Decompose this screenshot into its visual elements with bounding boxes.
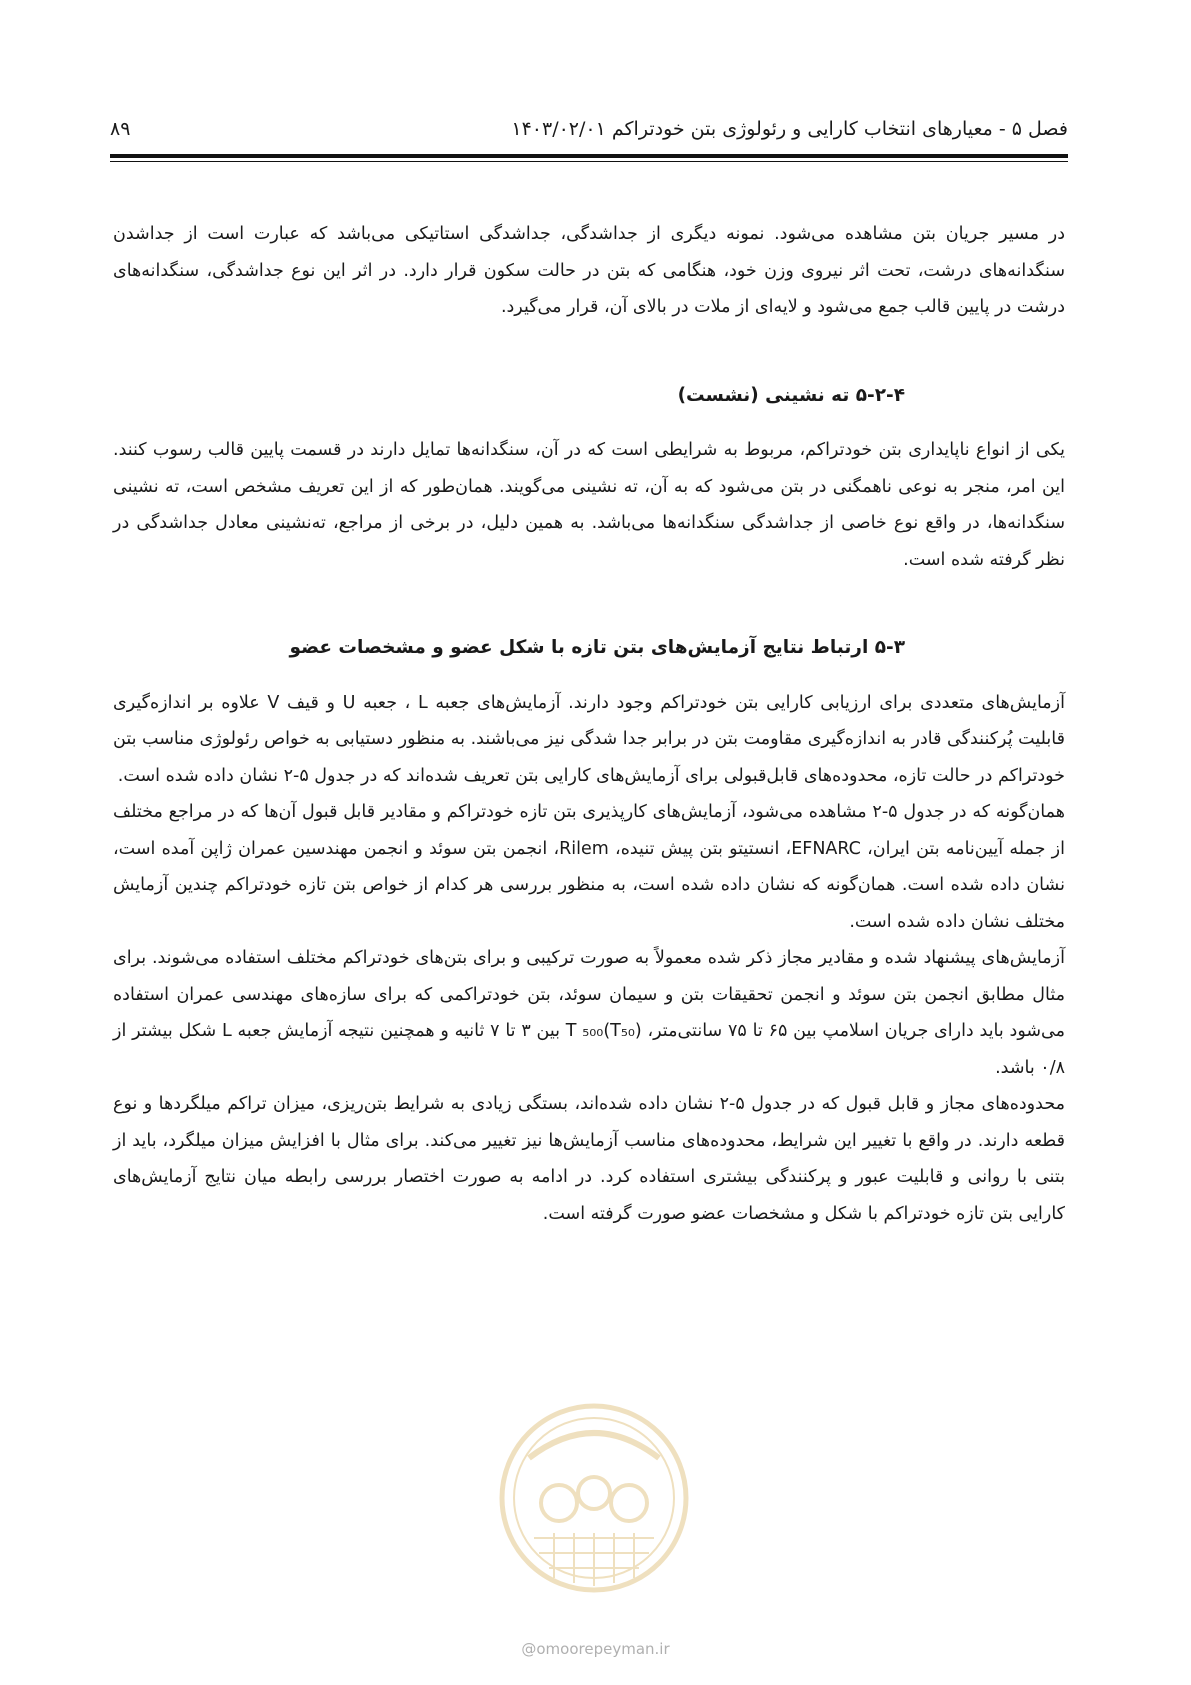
paragraph-tests-combined: آزمایش‌های پیشنهاد شده و مقادیر مجاز ذکر شده معمولاً به صورت ترکیبی و برای بتن‌های خودتراکم مختلف استفاده می‌شوند. برای مثال مطابق انجمن بتن سوئد و انجمن تحقیقات بتن و سیمان سوئد، بتن خودتراکمی که برای سازه‌های مهندسی عمران استفاده می‌شود باید دارای جریان اسلامپ بین ۶۵ تا ۷۵ سانتی‌متر، (T₅₀)T ₅₀₀ بین ۳ تا ۷ ثانیه و همچنین نتیجه آزمایش جعبه L شکل بیشتر از ۰/۸ باشد. — [113, 948, 1066, 1078]
header-rule-thin — [110, 161, 1068, 162]
watermark-handle: @omoorepeyman.ir — [521, 1640, 670, 1658]
running-header — [110, 118, 1068, 152]
paragraph-tests-intro: آزمایش‌های متعددی برای ارزیابی کارایی بتن خودتراکم وجود دارند. آزمایش‌های جعبه L ، جعبه U و قیف V علاوه بر اندازه‌گیری قابلیت پُرکنندگی قادر به اندازه‌گیری مقاومت بتن در برابر جدا شدگی نیز می‌باشند. به منظور دستیابی به خواص رئولوژی مناسب بتن خودتراکم در حالت تازه، محدوده‌های قابل‌قبولی برای آزمایش‌های کارایی بتن تعریف شده‌اند که در جدول ۵-۲ نشان داده شده است. — [113, 692, 1065, 786]
paragraph-settlement: یکی از انواع ناپایداری بتن خودتراکم، مربوط به شرایطی است که در آن، سنگدانه‌ها تمایل دارند در قسمت پایین قالب رسوب کنند. این امر، منجر به نوعی ناهمگنی در بتن می‌شود که به آن، ته نشینی می‌گویند. همان‌طور که از این تعریف مشخص است، ته نشینی سنگدانه‌ها، در واقع نوع خاصی از جداشدگی سنگدانه‌ها می‌باشد. به همین دلیل، در برخی از مراجع، ته‌نشینی معادل جداشدگی در نظر گرفته شده است. — [113, 440, 1065, 570]
page-number: ۸۹ — [110, 118, 131, 140]
body-text — [113, 216, 1065, 1232]
chapter-title: فصل ۵ - معیارهای انتخاب کارایی و رئولوژی بتن خودتراکم ۱۴۰۳/۰۲/۰۱ — [511, 118, 1068, 140]
paragraph-static-segregation: در مسیر جریان بتن مشاهده می‌شود. نمونه دیگری از جداشدگی، جداشدگی استاتیکی می‌باشد که عبارت است از جداشدن سنگدانه‌های درشت، تحت اثر نیروی وزن خود، هنگامی که بتن در حالت سکون قرار دارد. در اثر این نوع جداشدگی، سنگدانه‌های درشت در پایین قالب جمع می‌شود و لایه‌ای از ملات در بالای آن، قرار می‌گیرد. — [113, 224, 1065, 317]
header-rule-thick — [110, 154, 1068, 158]
omoore-peyman-seal-icon — [489, 1388, 699, 1628]
paragraph-tests-limits: محدوده‌های مجاز و قابل قبول که در جدول ۵-۲ نشان داده شده‌اند، بستگی زیادی به شرایط بتن‌ریزی، میزان تراکم میلگردها و نوع قطعه دارند. در واقع با تغییر این شرایط، محدوده‌های مناسب آزمایش‌ها نیز تغییر می‌کند. برای مثال با افزایش میزان میلگرد، باید از بتنی با روانی و قابلیت عبور و پرکنندگی بیشتری استفاده کرد. در ادامه به صورت اختصار بررسی رابطه میان نتایج آزمایش‌های کارایی بتن تازه خودتراکم با شکل و مشخصات عضو صورت گرفته است. — [113, 1094, 1065, 1224]
section-heading-fresh-tests: ۵-۳ ارتباط نتایج آزمایش‌های بتن تازه با شکل عضو و مشخصات عضو — [289, 637, 905, 658]
section-heading-settlement: ۵-۲-۴ ته نشینی (نشست) — [677, 384, 905, 406]
paragraph-tests-references: همان‌گونه که در جدول ۵-۲ مشاهده می‌شود، آزمایش‌های کارپذیری بتن تازه خودتراکم و مقادیر قابل قبول آن‌ها که در مراجع مختلف از جمله آیین‌نامه بتن ایران، EFNARC، انستیتو بتن پیش تنیده، Rilem، انجمن بتن سوئد و انجمن مهندسین عمران ژاپن آمده است، نشان داده شده است. همان‌گونه که نشان داده شده است، به منظور بررسی هر کدام از خواص بتن تازه خودتراکم چندین آزمایش مختلف نشان داده شده است. — [113, 802, 1065, 932]
